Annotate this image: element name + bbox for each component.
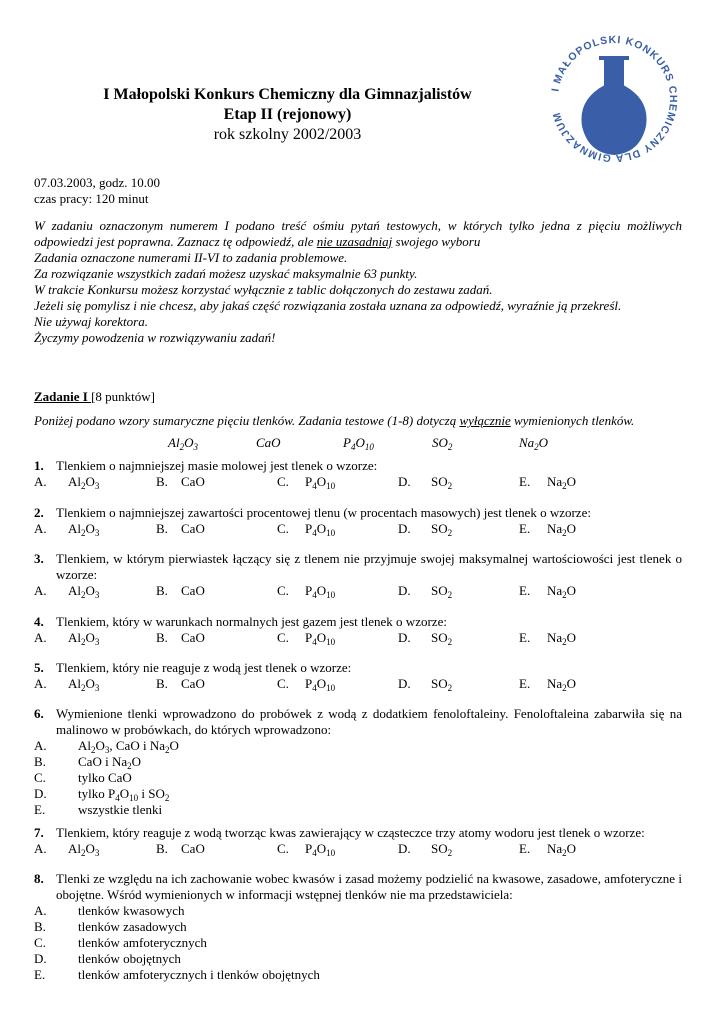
option-d[interactable]: D. $SO_2$	[398, 474, 453, 491]
option-c[interactable]: C. $P_4O_{10}$	[277, 676, 336, 693]
answer-row-7	[34, 841, 682, 857]
question-4: 4. Tlenkiem, który w warunkach normalnych jest gazem jest tlenek o wzorze:	[34, 614, 447, 629]
option-c[interactable]: C. $P_4O_{10}$	[277, 841, 336, 858]
answer-row-2	[34, 521, 682, 537]
instructions-intro: W zadaniu oznaczonym numerem I podano treść ośmiu pytań testowych, w których tylko jedna z pięciu możliwych odpowiedzi jest poprawna. Zaznacz tę odpowiedź, ale nie uzasadniaj swojego wyboru	[34, 218, 682, 249]
option-b[interactable]: B. CaO	[156, 583, 205, 598]
task-intro: Poniżej podano wzory sumaryczne pięciu tlenków. Zadania testowe (1-8) dotyczą wyłącznie wymienionych tlenków.	[34, 413, 635, 428]
option-c[interactable]: C. $P_4O_{10}$	[277, 521, 336, 538]
option-c[interactable]: C. $P_4O_{10}$	[277, 630, 336, 647]
answer-row-4	[34, 630, 682, 646]
exam-duration: czas pracy: 120 minut	[34, 191, 149, 206]
page-title: I Małopolski Konkurs Chemiczny dla Gimnazjalistów	[103, 86, 472, 103]
stage-title: Etap II (rejonowy)	[223, 106, 352, 123]
option-c[interactable]: C. $P_4O_{10}$	[277, 474, 336, 491]
question-7: 7. Tlenkiem, który reaguje z wodą tworząc kwas zawierający w cząsteczce trzy atomy wodoru jest tlenek o wzorze:	[34, 825, 645, 840]
option-a[interactable]: A. $Al_2O_3$	[34, 676, 100, 693]
instructions-line: Za rozwiązanie wszystkich zadań możesz uzyskać maksymalnie 63 punkty.	[34, 266, 418, 281]
formula-cao: CaO	[256, 435, 281, 450]
option-b[interactable]: B. CaO	[156, 841, 205, 856]
option-b[interactable]: B. CaO	[156, 521, 205, 536]
instructions-line: W trakcie Konkursu możesz korzystać wyłącznie z tablic dołączonych do zestawu zadań.	[34, 282, 493, 297]
school-year: rok szkolny 2002/2003	[213, 126, 362, 143]
option-e[interactable]: E. $Na_2O$	[519, 841, 577, 858]
option-a[interactable]: A. $Al_2O_3$	[34, 630, 100, 647]
formula-na2o: $Na_2O$	[519, 435, 549, 452]
question-6: 6. Wymienione tlenki wprowadzono do probówek z wodą z dodatkiem fenoloftaleiny. Fenoloftaleina zabarwiła się na malinowo w probówkach, do których wprowadzono:	[34, 706, 682, 737]
option-d[interactable]: D. $SO_2$	[398, 583, 453, 600]
question-8: 8. Tlenki ze względu na ich zachowanie wobec kwasów i zasad możemy podzielić na kwasowe, zasadowe, amfoteryczne i obojętne. Wśród wymienionych w informacji wstępnej tlenków nie ma przedstawiciela:	[34, 871, 682, 902]
option-e[interactable]: E. $Na_2O$	[519, 521, 577, 538]
question-1: 1. Tlenkiem o najmniejszej masie molowej jest tlenek o wzorze:	[34, 458, 378, 473]
formula-p4o10: $P_4O_{10}$	[343, 435, 374, 452]
option-b[interactable]: B. CaO	[156, 630, 205, 645]
option-d[interactable]: D. $SO_2$	[398, 841, 453, 858]
option-d[interactable]: D. $SO_2$	[398, 676, 453, 693]
question-5: 5. Tlenkiem, który nie reaguje z wodą jest tlenek o wzorze:	[34, 660, 352, 675]
option-a[interactable]: A. $Al_2O_3$	[34, 841, 100, 858]
question-3: 3. Tlenkiem, w którym pierwiastek łączący się z tlenem nie przyjmuje swojej maksymalnej wartościowości jest tlenek o wzorze:	[34, 551, 682, 582]
instructions-line: Zadania oznaczone numerami II-VI to zadania problemowe.	[34, 250, 348, 265]
answer-row-1	[34, 474, 682, 490]
exam-date: 07.03.2003, godz. 10.00	[34, 175, 161, 190]
option-c[interactable]: C. $P_4O_{10}$	[277, 583, 336, 600]
option-e[interactable]: E. $Na_2O$	[519, 583, 577, 600]
option-a[interactable]: A. $Al_2O_3$	[34, 583, 100, 600]
option-a[interactable]: A. $Al_2O_3$	[34, 474, 100, 491]
question-2: 2. Tlenkiem o najmniejszej zawartości procentowej tlenu (w procentach masowych) jest tlenek o wzorze:	[34, 505, 591, 520]
option-e[interactable]: E. $Na_2O$	[519, 630, 577, 647]
option-e[interactable]: E. $Na_2O$	[519, 474, 577, 491]
formula-al2o3: $Al_2O_3$	[168, 435, 198, 452]
task-heading: Zadanie I [8 punktów]	[34, 389, 155, 404]
logo-text: I MAŁOPOLSKI KONKURS CHEMICZNY DLA GIMNAZJUM	[549, 33, 680, 165]
option-e[interactable]: E. $Na_2O$	[519, 676, 577, 693]
option-d[interactable]: D. $SO_2$	[398, 521, 453, 538]
option-a[interactable]: A. $Al_2O_3$	[34, 521, 100, 538]
option-b[interactable]: B. CaO	[156, 474, 205, 489]
formula-so2: $SO_2$	[432, 435, 453, 452]
instructions-line: Nie używaj korektora.	[34, 314, 148, 329]
answer-row-3	[34, 583, 682, 599]
instructions-line: Jeżeli się pomylisz i nie chcesz, aby jakaś część rozwiązania została uznana za odpowiedź, wyraźnie ją przekreśl.	[34, 298, 622, 313]
instructions-line: Życzymy powodzenia w rozwiązywaniu zadań!	[34, 330, 276, 345]
option-d[interactable]: D. $SO_2$	[398, 630, 453, 647]
option-b[interactable]: B. CaO	[156, 676, 205, 691]
answer-row-5	[34, 676, 682, 692]
